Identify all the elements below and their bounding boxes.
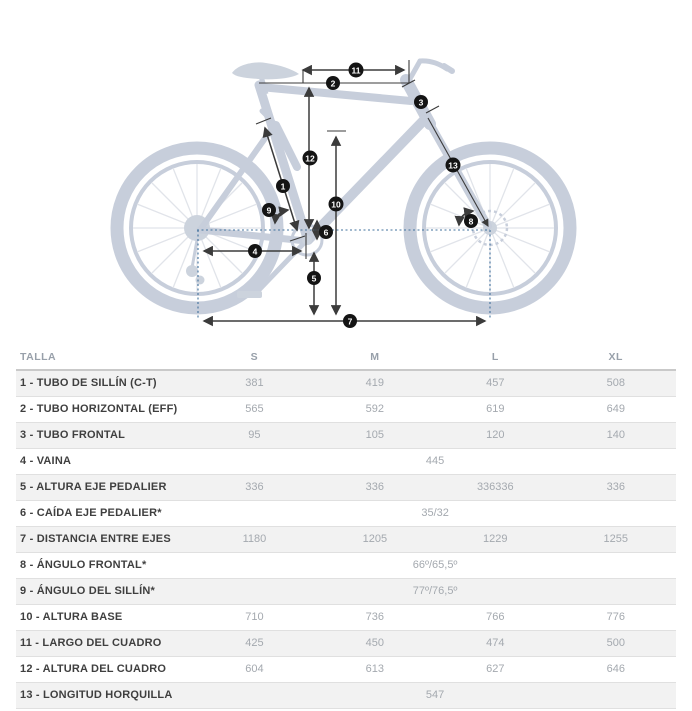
table-row: [16, 449, 676, 475]
geometry-table-body: [16, 370, 676, 709]
svg-text:4: 4: [252, 246, 258, 257]
row-value: 105: [315, 423, 435, 449]
derailleur-icon: [186, 240, 205, 285]
row-label: 9 - ÁNGULO DEL SILLÍN*: [16, 579, 194, 605]
row-value: 500: [556, 631, 676, 657]
size-header-xl: XL: [556, 344, 676, 370]
callout-4: [248, 244, 262, 258]
callout-5: [307, 271, 321, 285]
table-row: [16, 475, 676, 501]
row-label: 10 - ALTURA BASE: [16, 605, 194, 631]
svg-text:11: 11: [351, 65, 361, 76]
table-row: [16, 579, 676, 605]
callout-13: [446, 158, 461, 173]
table-row: [16, 397, 676, 423]
row-value: 1205: [315, 527, 435, 553]
row-label: 4 - VAINA: [16, 449, 194, 475]
row-value: 336: [315, 475, 435, 501]
row-value-merged: 547: [194, 683, 676, 709]
row-value: 474: [435, 631, 555, 657]
row-value: 120: [435, 423, 555, 449]
bike-silhouette: [117, 61, 570, 308]
row-value: 613: [315, 657, 435, 683]
svg-text:7: 7: [347, 316, 353, 327]
row-label: 13 - LONGITUD HORQUILLA: [16, 683, 194, 709]
table-row: [16, 527, 676, 553]
row-value: 457: [435, 370, 555, 397]
table-row: [16, 501, 676, 527]
table-row: [16, 657, 676, 683]
svg-text:10: 10: [331, 199, 341, 210]
table-row: [16, 370, 676, 397]
row-value: 425: [194, 631, 314, 657]
callout-9: [262, 203, 276, 217]
row-value-merged: 77º/76,5º: [194, 579, 676, 605]
callout-7: [343, 314, 357, 328]
row-value: 565: [194, 397, 314, 423]
callout-3: [414, 95, 428, 109]
row-value: 1229: [435, 527, 555, 553]
svg-text:5: 5: [311, 273, 317, 284]
row-value: 381: [194, 370, 314, 397]
callout-6: [319, 225, 333, 239]
row-value-merged: 445: [194, 449, 676, 475]
svg-text:8: 8: [468, 216, 474, 227]
row-value: 646: [556, 657, 676, 683]
row-value: 649: [556, 397, 676, 423]
row-value: 619: [435, 397, 555, 423]
row-value: 776: [556, 605, 676, 631]
row-label: 6 - CAÍDA EJE PEDALIER*: [16, 501, 194, 527]
row-value: 419: [315, 370, 435, 397]
table-row: [16, 605, 676, 631]
bike-geometry-diagram: [0, 0, 692, 344]
callout-1: [276, 179, 290, 193]
row-value: 592: [315, 397, 435, 423]
callout-11: [349, 63, 364, 78]
row-value: 604: [194, 657, 314, 683]
row-value: 1180: [194, 527, 314, 553]
callout-8: [464, 214, 478, 228]
measurement-lines: [204, 60, 488, 321]
row-label: 7 - DISTANCIA ENTRE EJES: [16, 527, 194, 553]
row-value: 766: [435, 605, 555, 631]
row-value: 450: [315, 631, 435, 657]
row-value: 627: [435, 657, 555, 683]
size-header-s: S: [194, 344, 314, 370]
table-row: [16, 631, 676, 657]
size-column-label: TALLA: [16, 344, 194, 370]
row-label: 5 - ALTURA EJE PEDALIER: [16, 475, 194, 501]
geometry-table-header: [16, 344, 676, 370]
row-value: 336336: [435, 475, 555, 501]
row-label: 12 - ALTURA DEL CUADRO: [16, 657, 194, 683]
handlebar-icon: [411, 61, 452, 77]
svg-text:1: 1: [280, 181, 286, 192]
row-value-merged: 35/32: [194, 501, 676, 527]
row-label: 11 - LARGO DEL CUADRO: [16, 631, 194, 657]
row-value: 1255: [556, 527, 676, 553]
rear-wheel-icon: [117, 148, 277, 308]
row-value: 336: [556, 475, 676, 501]
callout-10: [329, 197, 344, 212]
row-label: 1 - TUBO DE SILLÍN (C-T): [16, 370, 194, 397]
row-value-merged: 66º/65,5º: [194, 553, 676, 579]
callout-12: [303, 151, 318, 166]
row-value: 336: [194, 475, 314, 501]
table-row: [16, 683, 676, 709]
row-value: 508: [556, 370, 676, 397]
row-label: 8 - ÁNGULO FRONTAL*: [16, 553, 194, 579]
callout-2: [326, 76, 340, 90]
size-header-m: M: [315, 344, 435, 370]
row-value: 140: [556, 423, 676, 449]
row-value: 736: [315, 605, 435, 631]
row-label: 2 - TUBO HORIZONTAL (EFF): [16, 397, 194, 423]
svg-text:9: 9: [266, 205, 272, 216]
svg-text:6: 6: [323, 227, 329, 238]
row-value: 710: [194, 605, 314, 631]
table-row: [16, 553, 676, 579]
svg-text:12: 12: [305, 153, 315, 164]
svg-text:13: 13: [448, 160, 458, 171]
row-value: 95: [194, 423, 314, 449]
table-row: [16, 423, 676, 449]
row-label: 3 - TUBO FRONTAL: [16, 423, 194, 449]
geometry-table: [16, 344, 676, 709]
size-header-l: L: [435, 344, 555, 370]
svg-text:2: 2: [330, 78, 336, 89]
svg-text:3: 3: [418, 97, 424, 108]
